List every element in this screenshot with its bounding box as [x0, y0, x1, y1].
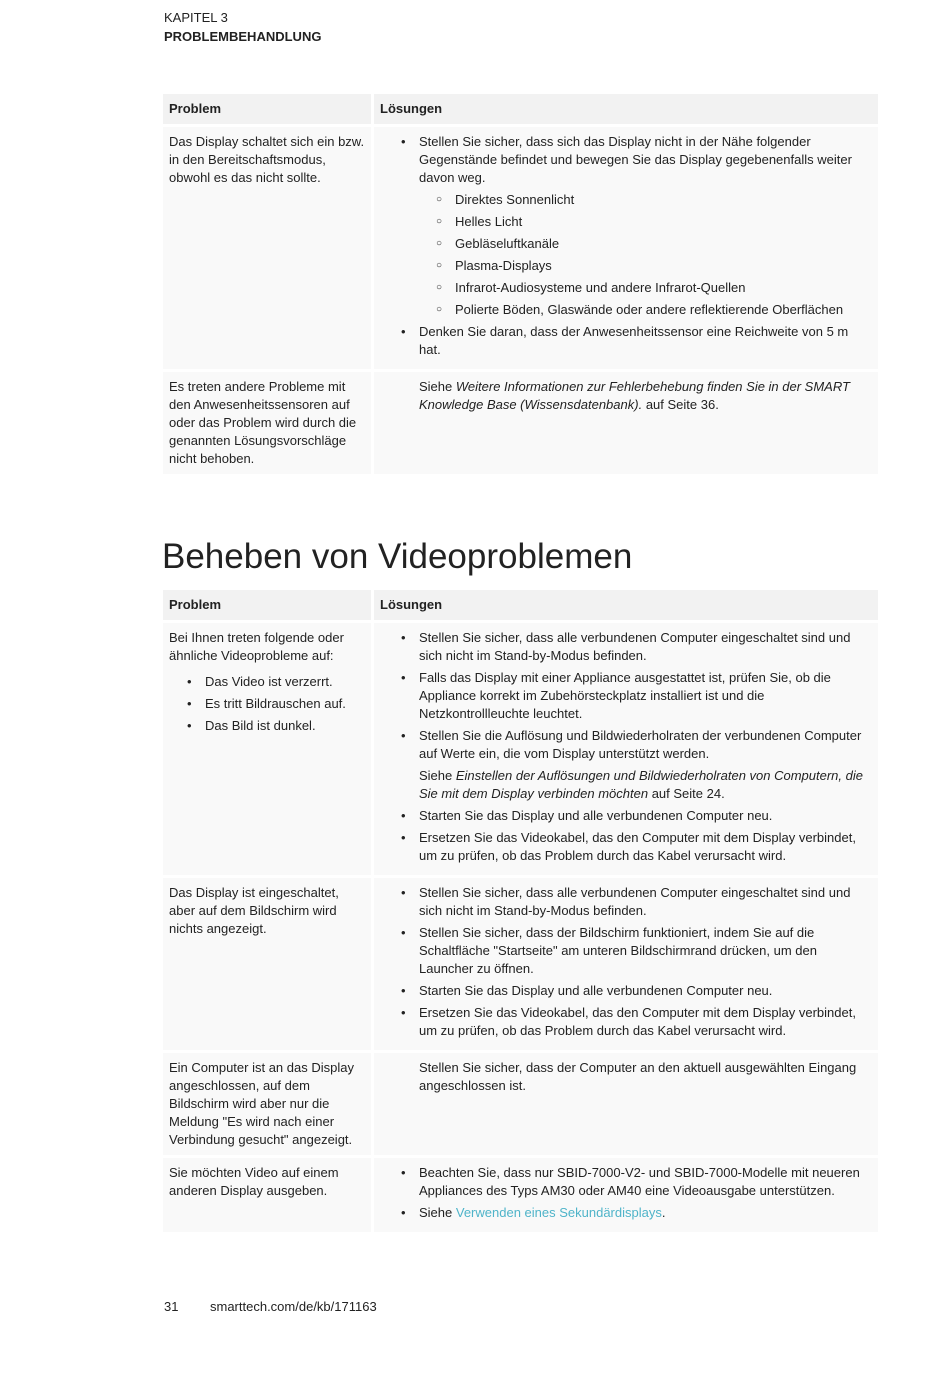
solution-cell: [374, 1155, 878, 1232]
sub-item: ○ Plasma-Displays: [455, 257, 872, 275]
problem-cell: Das Display ist eingeschaltet, aber auf dem Bildschirm wird nichts angezeigt.: [163, 875, 374, 1050]
problem-item: • Es tritt Bildrauschen auf.: [205, 695, 365, 713]
solution-cell: [374, 124, 878, 369]
cross-reference-link[interactable]: Weitere Informationen zur Fehlerbehebung finden Sie in der SMART Knowledge Base (Wissensdatenbank).: [419, 379, 850, 412]
table-row: [163, 124, 878, 369]
table-row: [163, 369, 878, 474]
problem-cell: Das Display schaltet sich ein bzw. in den Bereitschaftsmodus, obwohl es das nicht sollte.: [163, 124, 374, 369]
problem-cell: Es treten andere Probleme mit den Anwesenheitssensoren auf oder das Problem wird durch die genannten Lösungsvorschläge nicht behoben.: [163, 369, 374, 474]
page-reference: auf Seite 24.: [651, 786, 725, 801]
see-label: Siehe: [419, 1205, 453, 1220]
solution-cell: [374, 369, 878, 474]
page-reference: auf Seite 36.: [645, 397, 719, 412]
problem-text: Bei Ihnen treten folgende oder ähnliche Videoprobleme auf:: [169, 630, 344, 663]
solution-item: • Falls das Display mit einer Appliance ausgestattet ist, prüfen Sie, ob die Appliance korrekt im Zubehörsteckplatz installiert ist und die Netzkontrollleuchte leuchtet.: [419, 669, 872, 723]
table-row: [163, 1050, 878, 1155]
solution-item: • Beachten Sie, dass nur SBID-7000-V2- und SBID-7000-Modelle mit neueren Appliances des Typs AM30 oder AM40 eine Videoausgabe unterstützen.: [419, 1164, 872, 1200]
page-number: 31: [164, 1299, 179, 1314]
page-header: [164, 8, 321, 46]
table-row: [163, 1155, 878, 1232]
solution-item: • Stellen Sie sicher, dass alle verbundenen Computer eingeschaltet sind und sich nicht im Stand-by-Modus befinden.: [419, 629, 872, 665]
solution-text: Stellen Sie sicher, dass sich das Display nicht in der Nähe folgender Gegenstände befindet und bewegen Sie das Display gegebenenfalls weiter davon weg.: [419, 134, 852, 185]
solution-item: • Starten Sie das Display und alle verbundenen Computer neu.: [419, 807, 872, 825]
solution-note: [419, 767, 872, 803]
see-label: Siehe: [419, 768, 453, 783]
sub-item: ○ Direktes Sonnenlicht: [455, 191, 872, 209]
video-troubleshooting-table: [163, 590, 878, 1232]
footer-url: smarttech.com/de/kb/171163: [210, 1299, 377, 1314]
problem-cell: Ein Computer ist an das Display angeschlossen, auf dem Bildschirm wird aber nur die Meldung "Es wird nach einer Verbindung gesucht" angezeigt.: [163, 1050, 374, 1155]
column-header-solutions: Lösungen: [374, 590, 878, 620]
sub-item: ○ Infrarot-Audiosysteme und andere Infrarot-Quellen: [455, 279, 872, 297]
solution-cell: [374, 875, 878, 1050]
sentence-end: .: [661, 1205, 666, 1220]
solution-item: • Ersetzen Sie das Videokabel, das den Computer mit dem Display verbindet, um zu prüfen, ob das Problem durch das Kabel verursacht wird.: [419, 829, 872, 865]
solution-item: [419, 133, 872, 319]
column-header-problem: Problem: [163, 94, 374, 124]
solution-item: • Denken Sie daran, dass der Anwesenheitssensor eine Reichweite von 5 m hat.: [419, 323, 872, 359]
solution-item: • Starten Sie das Display und alle verbundenen Computer neu.: [419, 982, 872, 1000]
solution-item: • Stellen Sie sicher, dass der Bildschirm funktioniert, indem Sie auf die Schaltfläche "Startseite" am unteren Bildschirmrand drücken, um den Launcher zu öffnen.: [419, 924, 872, 978]
table-row: [163, 620, 878, 875]
solution-item: • Ersetzen Sie das Videokabel, das den Computer mit dem Display verbindet, um zu prüfen, ob das Problem durch das Kabel verursacht wird.: [419, 1004, 872, 1040]
cross-reference-link[interactable]: Einstellen der Auflösungen und Bildwiederholraten von Computern, die Sie mit dem Display verbinden möchten: [419, 768, 863, 801]
sensor-troubleshooting-table: [163, 94, 878, 474]
chapter-title: PROBLEMBEHANDLUNG: [164, 29, 322, 44]
sub-item: ○ Helles Licht: [455, 213, 872, 231]
problem-item: • Das Bild ist dunkel.: [205, 717, 365, 735]
solution-cell: [374, 620, 878, 875]
column-header-problem: Problem: [163, 590, 374, 620]
solution-text: [419, 378, 872, 414]
sub-item: ○ Gebläseluftkanäle: [455, 235, 872, 253]
problem-cell: [163, 620, 374, 875]
section-heading: Beheben von Videoproblemen: [162, 537, 633, 576]
table-row: [163, 875, 878, 1050]
chapter-label: KAPITEL 3: [164, 10, 228, 25]
secondary-display-link[interactable]: Verwenden eines Sekundärdisplays: [455, 1205, 662, 1220]
page-footer: [164, 1298, 377, 1316]
solution-text: Stellen Sie sicher, dass der Computer an den aktuell ausgewählten Eingang angeschlossen ist.: [419, 1060, 857, 1093]
problem-cell: Sie möchten Video auf einem anderen Display ausgeben.: [163, 1155, 374, 1232]
column-header-solutions: Lösungen: [374, 94, 878, 124]
solution-item: • Stellen Sie sicher, dass alle verbundenen Computer eingeschaltet sind und sich nicht im Stand-by-Modus befinden.: [419, 884, 872, 920]
sub-item: ○ Polierte Böden, Glaswände oder andere reflektierende Oberflächen: [455, 301, 872, 319]
see-label: Siehe: [419, 379, 453, 394]
problem-item: • Das Video ist verzerrt.: [205, 673, 365, 691]
solution-item: [419, 727, 872, 803]
solution-cell: [374, 1050, 878, 1155]
solution-text: Stellen Sie die Auflösung und Bildwiederholraten der verbundenen Computer auf Werte ein, die vom Display unterstützt werden.: [419, 728, 862, 761]
solution-item: [419, 1204, 872, 1222]
